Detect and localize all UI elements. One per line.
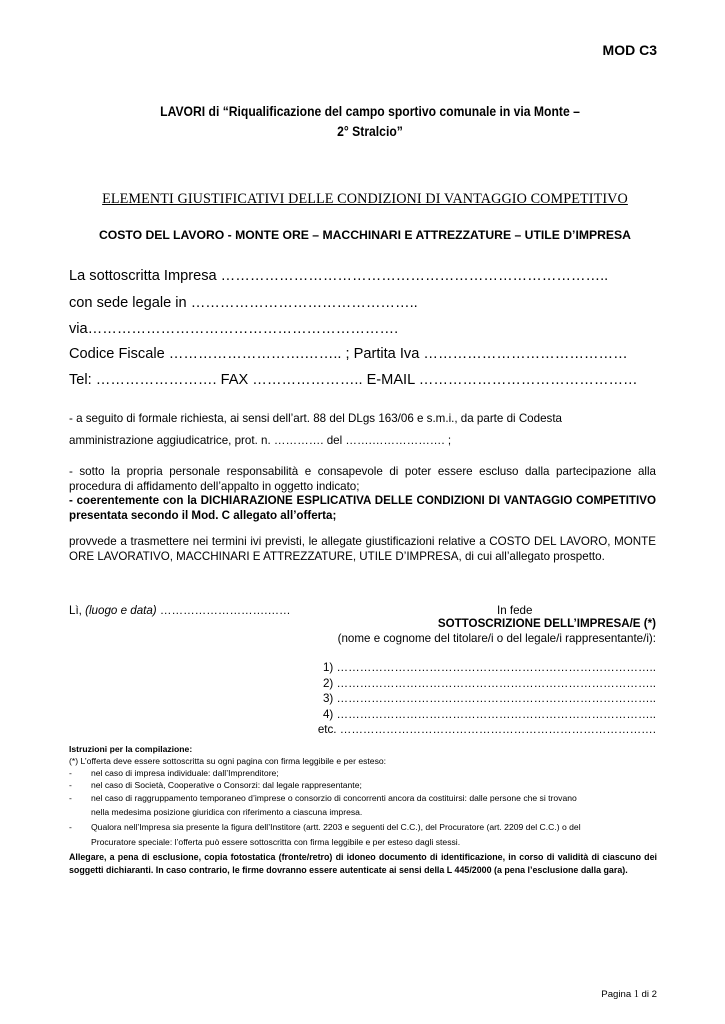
instructions-item: - Qualora nell’Impresa sia presente la figura dell’Institore (artt. 2203 e seguenti del C.C.), del Procuratore (art. 2209 del C.C.) o del [69, 822, 581, 832]
place-prefix: Lì, [69, 604, 86, 617]
instructions-item: - nel caso di impresa individuale: dall’Imprenditore; [69, 768, 279, 778]
instructions-item: - nel caso di Società, Cooperative o Consorzi: dal legale rappresentante; [69, 780, 362, 790]
field-contacts: Tel: ……………………. FAX ………………….. E-MAIL ……………………………………… [69, 372, 638, 388]
page-footer [601, 989, 657, 1000]
paragraph-request-line2: amministrazione aggiudicatrice, prot. n. …………. del …….………………. ; [69, 434, 452, 447]
module-code: MOD C3 [602, 42, 657, 58]
declaration-title: DICHIARAZIONE ESPLICATIVA DELLE CONDIZIONI DI VANTAGGIO COMPETITIVO [200, 494, 656, 507]
declaration-part-a: - coerentemente con la [69, 494, 201, 507]
signature-lines [318, 660, 656, 738]
instructions-item-continuation: nella medesima posizione giuridica con riferimento a ciascuna impresa. [91, 807, 363, 817]
paragraph-declaration [69, 493, 656, 523]
works-title-line1: LAVORI di “Riqualificazione del campo sportivo comunale in via Monte – [160, 104, 580, 119]
instructions-item: - nel caso di raggruppamento temporaneo d’imprese o consorzio di concorrenti ancora da costituirsi: dalle persone che si trovano [69, 793, 577, 803]
paragraph-provvede: provvede a trasmettere nei termini ivi previsti, le allegate giustificazioni relative a COSTO DEL LAVORO, MONTE ORE LAVORATIVO, MACCHINARI E ATTREZZATURE, UTILE D’IMPRESA, di cui all’allegato prospetto. [69, 535, 656, 563]
signature-line: 2) ……………………………………………………………………….. [322, 676, 656, 690]
works-title [118, 102, 622, 142]
instructions-final: Allegare, a pena di esclusione, copia fotostatica (fronte/retro) di idoneo documento di identificazione, in corso di validità di ciascuno dei soggetti dichiaranti. In caso contrario, le firme dovranno essere autenticate ai sensi della L 445/2000 (a pena l’esclusione dalla gara). [69, 852, 657, 875]
declaration-part-c: presentata secondo il Mod. C allegato all’offerta; [69, 509, 337, 522]
signature-line: 4) ……………………………………………………………………….. [322, 707, 656, 721]
paragraph-request-line1: - a seguito di formale richiesta, ai sensi dell’art. 88 del DLgs 163/06 e s.m.i., da parte di Codesta [69, 412, 562, 425]
place-date-dots: ……………………….…… [156, 604, 291, 617]
signature-title: SOTTOSCRIZIONE DELL’IMPRESA/E (*) [437, 617, 656, 630]
paragraph-responsibility: - sotto la propria personale responsabilità e consapevole di poter essere escluso dalla partecipazione alla procedura di affidamento dell’appalto in oggetto indicato; [69, 465, 656, 493]
signature-line: 1) ……………………………………………………………………….. [322, 661, 656, 674]
instructions-note: (*) L’offerta deve essere sottoscritta su ogni pagina con firma leggibile e per esteso: [69, 756, 387, 766]
field-impresa: La sottoscritta Impresa …………………………………………………………………….. [69, 268, 609, 284]
footer-label: Pagina [601, 989, 634, 1000]
field-sede-legale: con sede legale in ……………………………………….. [69, 295, 418, 311]
footer-page-total: 2 [651, 989, 657, 1000]
section-heading: ELEMENTI GIUSTIFICATIVI DELLE CONDIZIONI DI VANTAGGIO COMPETITIVO [102, 191, 628, 207]
footer-page-number: 1 [633, 989, 639, 1000]
paragraph-request [69, 408, 656, 452]
instructions-block [69, 743, 657, 849]
signature-line: 3) ……………………………………………………………………….. [322, 692, 656, 705]
place-date-line [69, 604, 291, 617]
field-via: via………………………………………………………. [69, 321, 399, 337]
signature-subtitle: (nome e cognome del titolare/i o del legale/i rappresentante/i): [337, 632, 656, 645]
signature-line: etc. ………………………………………………………………………. [317, 723, 656, 736]
works-title-line2: 2° Stralcio” [337, 124, 403, 139]
section-subheading: COSTO DEL LAVORO - MONTE ORE – MACCHINARI E ATTREZZATURE – UTILE D’IMPRESA [99, 228, 631, 242]
footer-separator: di [638, 989, 652, 1000]
place-date-label: (luogo e data) [85, 604, 157, 617]
instructions-item-continuation: Procuratore speciale: l’offerta può essere sottoscritta con firma leggibile e per esteso dagli stessi. [91, 837, 461, 847]
instructions-title: Istruzioni per la compilazione: [69, 744, 193, 754]
in-fede: In fede [497, 604, 533, 617]
field-codice-fiscale: Codice Fiscale ……………………….…….. ; Partita Iva …………………………………… [69, 346, 628, 362]
